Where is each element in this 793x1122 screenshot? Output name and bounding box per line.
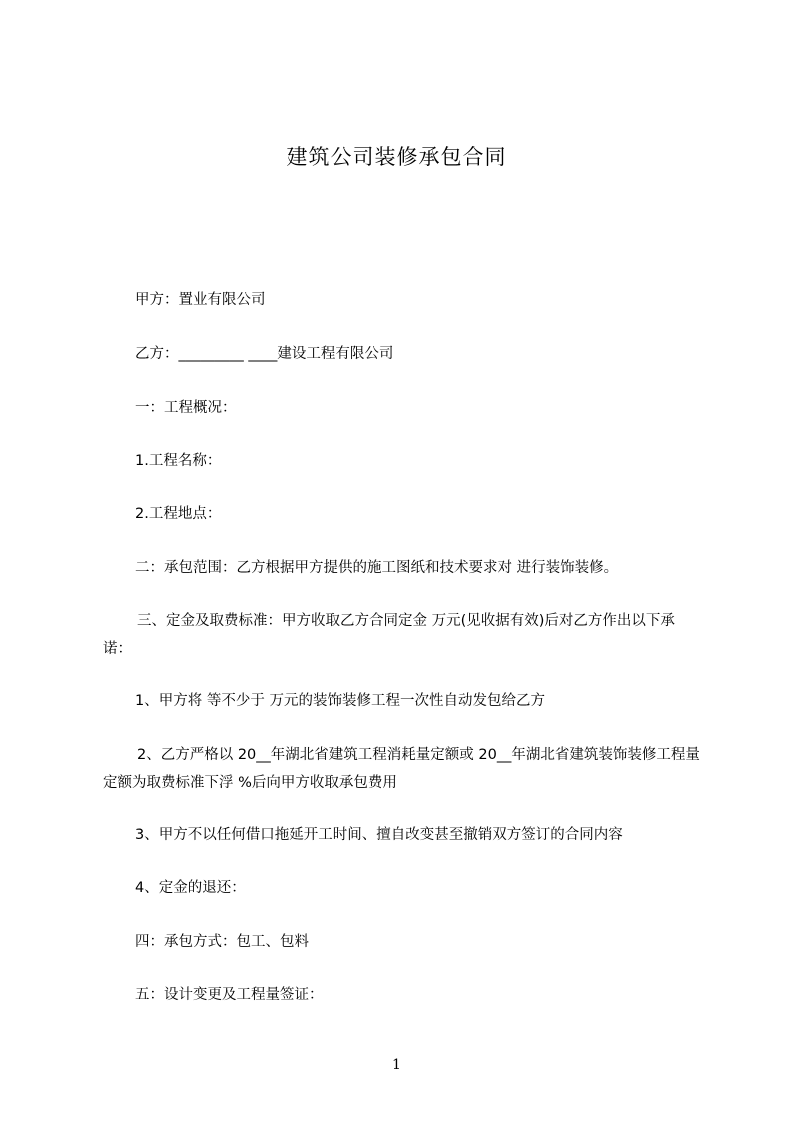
commitment-3: 3、甲方不以任何借口拖延开工时间、擅自改变甚至撤销双方签订的合同内容 (135, 827, 623, 843)
section-5-changes: 五：设计变更及工程量签证： (135, 987, 324, 1003)
page-number: 1 (392, 1057, 401, 1073)
party-a: 甲方：置业有限公司 (135, 292, 266, 308)
commitment-1: 1、甲方将 等不少于 万元的装饰装修工程一次性自动发包给乙方 (135, 693, 545, 709)
contract-title: 建筑公司装修承包合同 (286, 145, 507, 169)
project-location: 2.工程地点： (135, 506, 222, 522)
section-2-scope: 二：承包范围：乙方根据甲方提供的施工图纸和技术要求对 进行装饰装修。 (135, 560, 619, 576)
section-1-heading: 一：工程概况： (135, 400, 237, 416)
project-name: 1.工程名称： (135, 453, 222, 469)
deposit-refund: 4、定金的退还： (135, 880, 246, 896)
section-3-deposit: 三、定金及取费标准：甲方收取乙方合同定金 万元(见收据有效)后对乙方作出以下承诺： (103, 613, 675, 657)
commitment-2: 2、乙方严格以 20__年湖北省建筑工程消耗量定额或 20__年湖北省建筑装饰装修工程量定额为取费标准下浮 %后向甲方收取承包费用 (103, 747, 700, 791)
party-b: 乙方：_________ ____建设工程有限公司 (135, 346, 394, 362)
section-4-method: 四：承包方式：包工、包料 (135, 934, 309, 950)
